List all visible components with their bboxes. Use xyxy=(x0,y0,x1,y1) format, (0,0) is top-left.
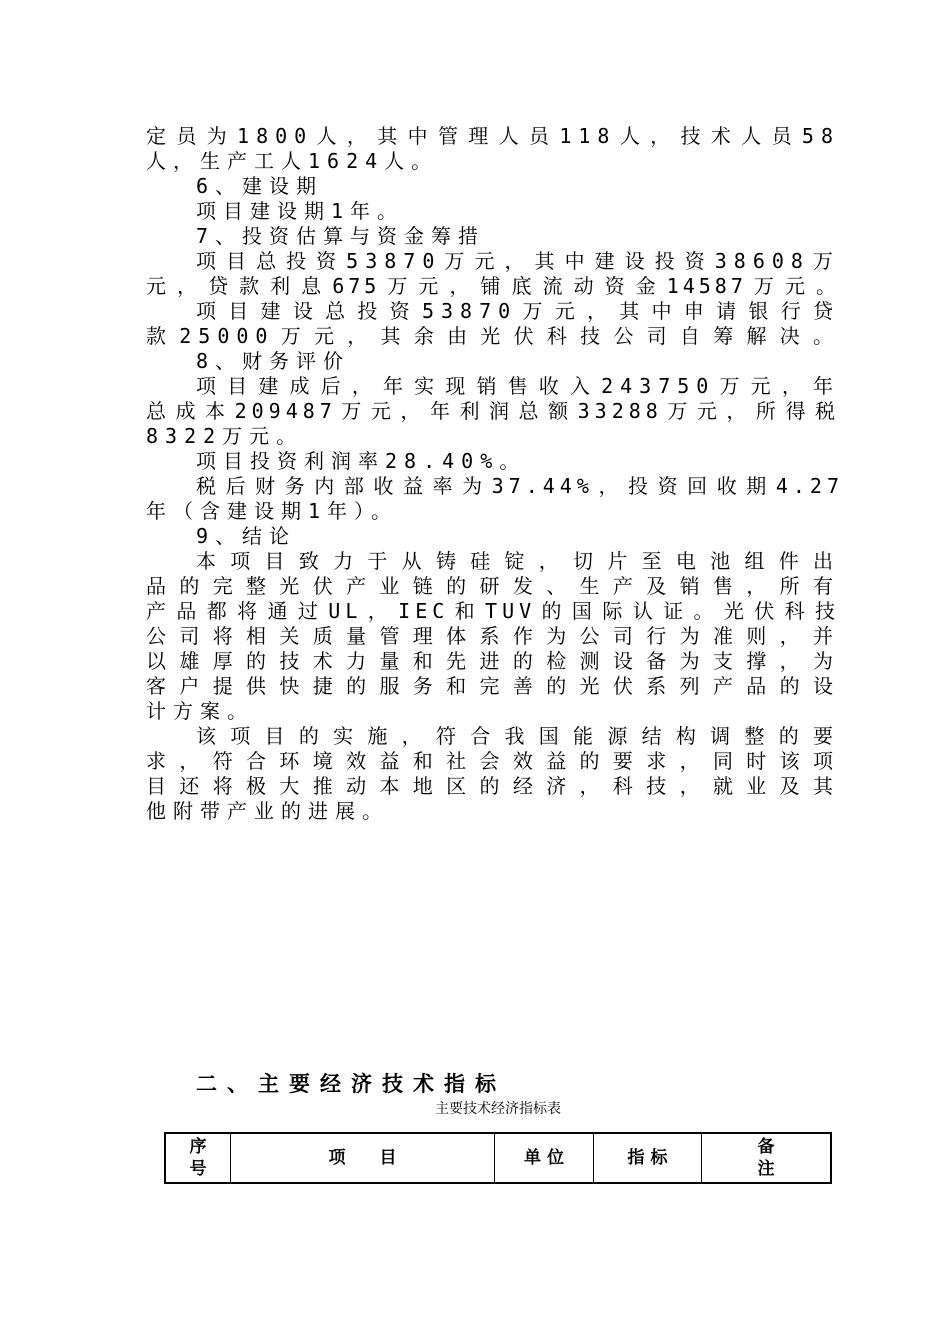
table-header-value: 指 标 xyxy=(593,1134,701,1182)
subheading: 9、结论 xyxy=(196,524,297,548)
body-line: 计方案。 xyxy=(146,699,254,723)
body-line: 总成本209487万元，年利润总额33288万元，所得税 xyxy=(146,399,840,423)
body-line: 人，生产工人1624人。 xyxy=(146,149,439,173)
body-line: 以雄厚的技术力量和先进的检测设备为支撑，为 xyxy=(146,649,840,673)
body-line: 项目建成后，年实现销售收入243750万元，年 xyxy=(196,374,840,398)
body-line: 项目建设期1年。 xyxy=(196,199,405,223)
table-header-index: 序号 xyxy=(189,1137,207,1179)
body-line: 税后财务内部收益率为37.44%，投资回收期4.27 xyxy=(196,474,844,498)
subheading: 7、投资估算与资金筹措 xyxy=(196,224,486,248)
body-line: 品的完整光伏产业链的研发、生产及销售，所有 xyxy=(146,574,840,598)
table-header-item: 项 目 xyxy=(230,1134,494,1182)
body-line: 8322万元。 xyxy=(146,424,304,448)
subheading: 8、财务评价 xyxy=(196,349,351,373)
body-line: 该项目的实施，符合我国能源结构调整的要 xyxy=(196,724,840,748)
body-line: 产品都将通过UL，IEC和TUV的国际认证。光伏科技 xyxy=(146,599,840,623)
body-line: 项目总投资53870万元，其中建设投资38608万 xyxy=(196,249,840,273)
table-header-unit: 单 位 xyxy=(494,1134,593,1182)
body-line: 项目投资利润率28.40%。 xyxy=(196,449,527,473)
body-line: 目还将极大推动本地区的经济，科技，就业及其 xyxy=(146,774,840,798)
body-line: 客户提供快捷的服务和完善的光伏系列产品的设 xyxy=(146,674,840,698)
body-line: 求，符合环境效益和社会效益的要求，同时该项 xyxy=(146,749,840,773)
body-line: 本项目致力于从铸硅锭，切片至电池组件出 xyxy=(196,549,840,573)
subheading: 6、建设期 xyxy=(196,174,324,198)
indicator-table xyxy=(164,1132,832,1184)
body-line: 项目建设总投资53870万元，其中申请银行贷 xyxy=(196,299,840,323)
table-header-remark: 备注 xyxy=(701,1134,830,1182)
body-line: 公司将相关质量管理体系作为公司行为准则，并 xyxy=(146,624,840,648)
body-line: 年（含建设期1年）。 xyxy=(146,499,399,523)
body-line: 元，贷款利息675万元，铺底流动资金14587万元。 xyxy=(146,274,840,298)
body-line: 定员为1800人，其中管理人员118人，技术人员58 xyxy=(146,124,840,148)
section-title: 二、主要经济技术指标 xyxy=(196,1072,506,1096)
table-caption: 主要技术经济指标表 xyxy=(435,1101,561,1117)
body-line: 款25000万元，其余由光伏科技公司自筹解决。 xyxy=(146,324,840,348)
body-line: 他附带产业的进展。 xyxy=(146,799,389,823)
